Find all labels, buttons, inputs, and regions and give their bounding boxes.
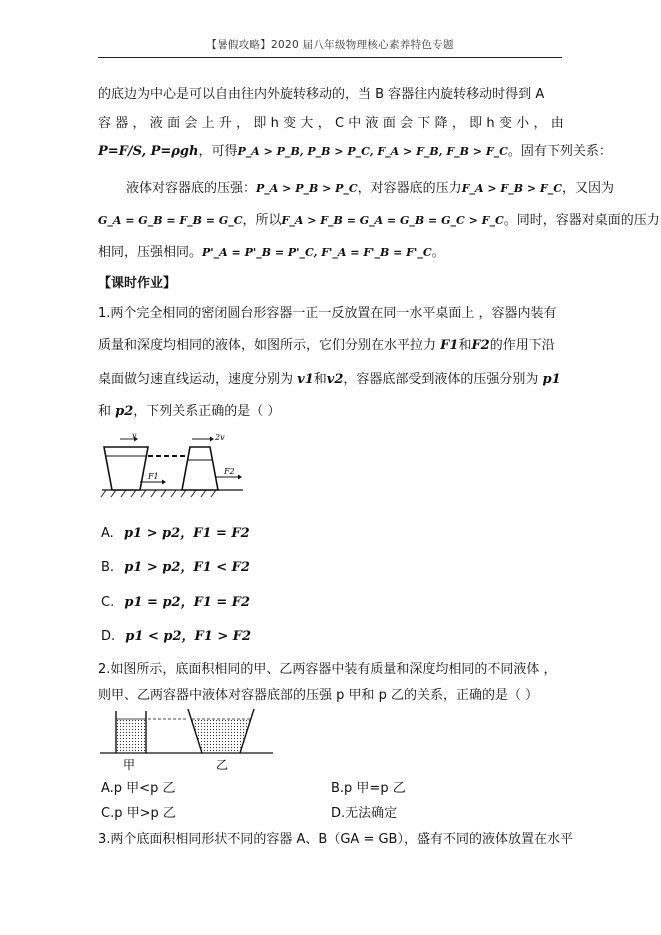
intro-text: ，对容器底的压力 bbox=[357, 181, 462, 196]
intro-word: 面 bbox=[382, 116, 396, 131]
option-text: p1 > p2，F1 < F2 bbox=[124, 560, 250, 575]
intro-word: C bbox=[334, 116, 345, 131]
q1-figure bbox=[98, 432, 248, 502]
relation-pf: P_A > P_B, P_B > P_C, F_A > F_B, F_B > F_C bbox=[237, 145, 508, 158]
intro-word: 器 bbox=[115, 116, 129, 131]
intro-word: h bbox=[486, 116, 495, 131]
q1-text: 的作用下沿 bbox=[489, 338, 555, 353]
q1-text: 质量和深度均相同的液体，如图所示，它们分别在水平拉力 bbox=[98, 338, 437, 353]
label-f2: F2 bbox=[224, 467, 235, 476]
intro-word: ， bbox=[317, 116, 331, 131]
q1-option-a[interactable] bbox=[101, 526, 250, 542]
intro-text: 。同时，容器对桌面的压力 bbox=[503, 213, 660, 228]
symbol-f2: F2 bbox=[471, 338, 490, 353]
label-f1: F1 bbox=[148, 472, 159, 481]
q2-figure bbox=[98, 707, 278, 771]
symbol-p1: p1 bbox=[542, 372, 561, 387]
relation-fg: F_A > F_B = G_A = G_B = G_C > F_C bbox=[281, 214, 504, 227]
q2-line-1: 2.如图所示，底面积相同的甲、乙两容器中装有质量和深度均相同的不同液体 ， bbox=[98, 662, 557, 677]
intro-word: 变 bbox=[283, 116, 297, 131]
intro-word: 由 bbox=[550, 116, 564, 131]
intro-text: 。 bbox=[431, 245, 445, 260]
q2-option-b[interactable]: B.p 甲=p 乙 bbox=[331, 781, 406, 796]
q1-text: 和 bbox=[458, 338, 472, 353]
q1-text: 和 bbox=[98, 404, 112, 419]
label-v: v bbox=[132, 431, 137, 440]
formula-pressure: P=F/S, P=ρgh bbox=[98, 144, 199, 159]
symbol-p2: p2 bbox=[115, 404, 134, 419]
intro-text: ，又因为 bbox=[561, 181, 614, 196]
q1-text: 桌面做匀速直线运动，速度分别为 bbox=[98, 372, 294, 387]
q2-option-c[interactable]: C.p 甲>p 乙 bbox=[101, 806, 176, 821]
q1-line-4 bbox=[98, 404, 568, 420]
intro-word: 升 bbox=[218, 116, 232, 131]
intro-text: 液体对容器底的压强： bbox=[126, 181, 257, 196]
q1-line-2 bbox=[98, 338, 568, 354]
relation-prime: P'_A = P'_B = P'_C, F'_A = F'_B = F'_C bbox=[202, 246, 432, 259]
q1-text: 和 bbox=[313, 372, 327, 387]
header-rule bbox=[98, 57, 562, 58]
intro-word: ， bbox=[132, 116, 146, 131]
option-label: A. bbox=[101, 526, 114, 541]
intro-word: 上 bbox=[201, 116, 215, 131]
intro-word: h bbox=[270, 116, 279, 131]
intro-line-6 bbox=[98, 245, 568, 261]
option-label: C. bbox=[101, 595, 115, 610]
label-2v: 2v bbox=[215, 433, 225, 442]
q1-option-d[interactable] bbox=[101, 629, 251, 645]
q2-option-d[interactable]: D.无法确定 bbox=[331, 806, 398, 821]
relation-p: P_A > P_B > P_C bbox=[256, 182, 358, 195]
intro-word: ， bbox=[533, 116, 547, 131]
intro-word: 液 bbox=[365, 116, 379, 131]
symbol-v1: v1 bbox=[297, 372, 314, 387]
intro-word: 会 bbox=[184, 116, 198, 131]
q2-option-a[interactable]: A.p 甲<p 乙 bbox=[101, 781, 176, 796]
intro-word: 下 bbox=[417, 116, 431, 131]
intro-line-1: 的底边为中心是可以自由往内外旋转移动的，当 B 容器往内旋转移动时得到 A bbox=[98, 87, 545, 102]
intro-word: 降 bbox=[434, 116, 448, 131]
option-text: p1 = p2，F1 = F2 bbox=[124, 595, 251, 610]
intro-line-3 bbox=[98, 144, 612, 160]
q2-line-2: 则甲、乙两容器中液体对容器底部的压强 p 甲和 p 乙的关系，正确的是（ ） bbox=[98, 688, 539, 703]
q1-text: ，下列关系正确的是（ ） bbox=[133, 404, 281, 419]
option-label: D. bbox=[101, 629, 116, 644]
intro-line-2 bbox=[98, 116, 564, 132]
intro-word: 即 bbox=[469, 116, 483, 131]
option-text: p1 > p2，F1 = F2 bbox=[123, 526, 250, 541]
q1-option-c[interactable] bbox=[101, 595, 250, 611]
intro-word: 小 bbox=[516, 116, 530, 131]
page-header: 【暑假攻略】2020 届八年级物理核心素养特色专题 bbox=[206, 39, 454, 51]
q1-text: ，容器底部受到液体的压强分别为 bbox=[343, 372, 539, 387]
intro-word: 面 bbox=[167, 116, 181, 131]
symbol-v2: v2 bbox=[326, 372, 344, 387]
label-yi: 乙 bbox=[216, 758, 229, 772]
q1-line-1: 1.两个完全相同的密闭圆台形容器一正一反放置在同一水平桌面上 ，容器内装有 bbox=[98, 306, 557, 321]
option-text: p1 < p2，F1 > F2 bbox=[125, 629, 252, 644]
q1-option-b[interactable] bbox=[101, 560, 250, 576]
intro-line-5 bbox=[98, 213, 660, 229]
label-jia: 甲 bbox=[123, 758, 136, 772]
relation-g: G_A = G_B = F_B = G_C bbox=[98, 214, 243, 227]
intro-word: 中 bbox=[348, 116, 362, 131]
relation-f: F_A > F_B > F_C bbox=[461, 182, 562, 195]
intro-word: ， bbox=[451, 116, 465, 131]
option-label: B. bbox=[101, 560, 115, 575]
intro-word: ， bbox=[236, 116, 250, 131]
intro-word: 即 bbox=[253, 116, 267, 131]
intro-word: 容 bbox=[98, 116, 112, 131]
intro-word: 大 bbox=[300, 116, 314, 131]
intro-text: 相同，压强相同。 bbox=[98, 245, 203, 260]
q1-line-3 bbox=[98, 372, 568, 388]
section-title: 【课时作业】 bbox=[98, 276, 177, 291]
q3-line-1: 3.两个底面积相同形状不同的容器 A、B（GA = GB），盛有不同的液体放置在水平 bbox=[98, 832, 573, 847]
intro-word: 液 bbox=[149, 116, 163, 131]
intro-text: ，所以 bbox=[242, 213, 282, 228]
intro-text: ，可得 bbox=[198, 144, 238, 159]
intro-word: 会 bbox=[400, 116, 414, 131]
intro-word: 变 bbox=[498, 116, 512, 131]
intro-line-4 bbox=[126, 181, 614, 197]
symbol-f1: F1 bbox=[440, 338, 459, 353]
intro-text: 。固有下列关系： bbox=[507, 144, 612, 159]
